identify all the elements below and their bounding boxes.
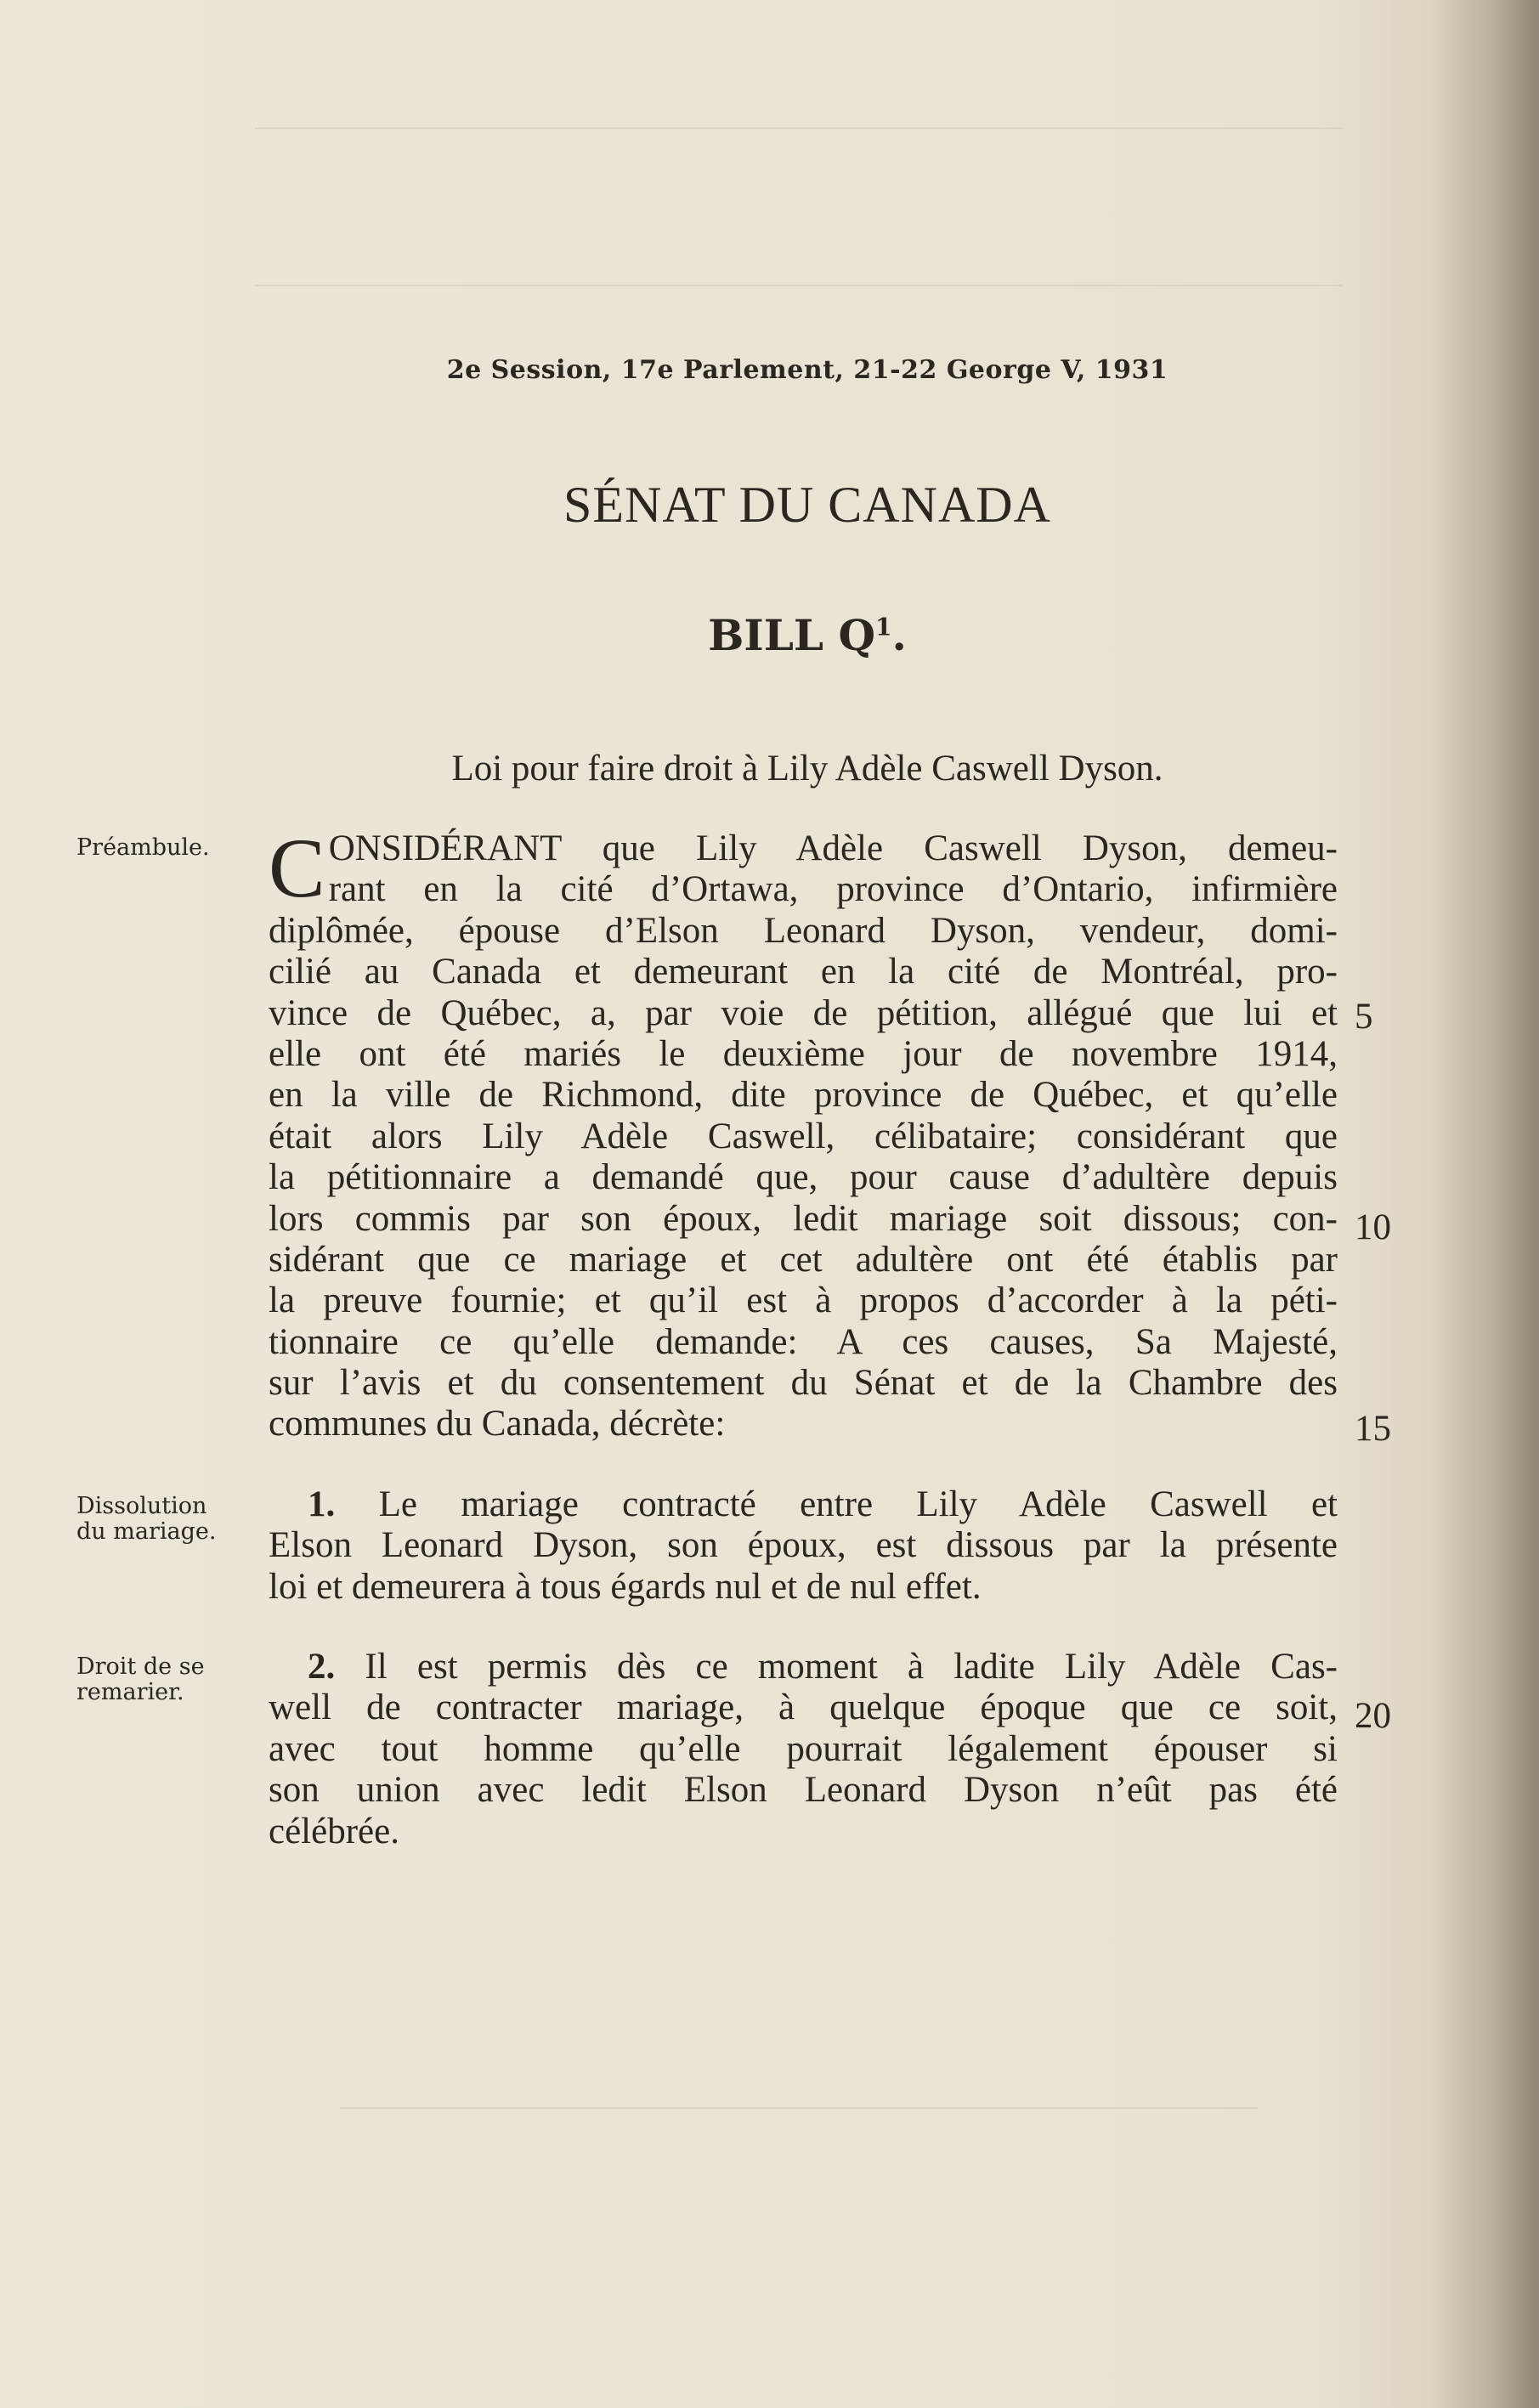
line-number-5: 5 <box>1355 997 1373 1037</box>
bill-title <box>255 610 1360 660</box>
article-2-line: avec tout homme qu’elle pourrait légalement épouser si <box>269 1728 1338 1769</box>
preamble-line: cilié au Canada et demeurant en la cité de Montréal, pro- <box>269 952 1338 992</box>
margin-note-remarry-line-2: remarier. <box>76 1679 184 1705</box>
bill-label: BILL Q <box>708 610 876 660</box>
bill-period: . <box>891 610 907 660</box>
margin-note-dissolution <box>76 1494 238 1545</box>
article-2 <box>269 1647 1338 1852</box>
preamble-line: communes du Canada, décrète: <box>269 1404 726 1444</box>
line-number-20: 20 <box>1355 1696 1391 1736</box>
preamble-line: était alors Lily Adèle Caswell, célibataire; considérant que <box>269 1116 1338 1156</box>
preamble-line: sur l’avis et du consentement du Sénat et de la Chambre des <box>269 1363 1338 1404</box>
preamble-line: tionnaire ce qu’elle demande: A ces causes, Sa Majesté, <box>269 1321 1338 1362</box>
preamble-dropcap: C <box>269 821 325 915</box>
article-2-line-text: Il est permis dès ce moment à ladite Lily Adèle Cas- <box>365 1647 1338 1687</box>
line-number-10: 10 <box>1355 1207 1391 1247</box>
preamble-line: elle ont été mariés le deuxième jour de novembre 1914, <box>269 1033 1338 1074</box>
margin-note-remarry-line-1: Droit de se <box>76 1653 205 1680</box>
preamble-line: vince de Québec, a, par voie de pétition, allégué que lui et <box>269 992 1338 1033</box>
article-1-line-text: Le mariage contracté entre Lily Adèle Caswell et <box>378 1484 1338 1524</box>
preamble-line: sidérant que ce mariage et cet adultère ont été établis par <box>269 1239 1338 1280</box>
margin-note-dissolution-line-2: du mariage. <box>76 1518 217 1545</box>
bill-subtitle: Loi pour faire droit à Lily Adèle Caswell Dyson. <box>451 749 1163 789</box>
bleed-rule-mid <box>255 285 1343 286</box>
preamble-paragraph <box>269 821 1338 1445</box>
bleed-rule-bottom <box>340 2107 1258 2109</box>
article-2-line: son union avec ledit Elson Leonard Dyson n’eût pas été <box>269 1770 1338 1811</box>
session-header: 2e Session, 17e Parlement, 21-22 George V, 1931 <box>446 355 1168 385</box>
bill-superscript: 1 <box>875 613 892 642</box>
preamble-line: diplômée, épouse d’Elson Leonard Dyson, vendeur, domi- <box>269 910 1338 951</box>
article-2-number: 2. <box>308 1647 336 1687</box>
article-2-line: well de contracter mariage, à quelque époque que ce soit, <box>269 1687 1338 1728</box>
article-2-line: célébrée. <box>269 1811 399 1851</box>
preamble-line: rant en la cité d’Ortawa, province d’Ontario, infirmière <box>328 869 1338 910</box>
preamble-line: la pétitionnaire a demandé que, pour cause d’adultère depuis <box>269 1157 1338 1198</box>
margin-note-preamble <box>76 835 238 861</box>
article-1-line: Elson Leonard Dyson, son époux, est dissous par la présente <box>269 1525 1338 1566</box>
article-2-line <box>269 1647 1338 1687</box>
margin-note-remarry <box>76 1654 238 1705</box>
article-1-line <box>269 1484 1338 1525</box>
preamble-line: ONSIDÉRANT que Lily Adèle Caswell Dyson, demeu- <box>328 828 1338 868</box>
article-1-line: loi et demeurera à tous égards nul et de nul effet. <box>269 1566 982 1607</box>
margin-note-dissolution-line-1: Dissolution <box>76 1493 207 1519</box>
line-number-15: 15 <box>1355 1409 1391 1449</box>
preamble-line: lors commis par son époux, ledit mariage soit dissous; con- <box>269 1198 1338 1239</box>
preamble-line: en la ville de Richmond, dite province de Québec, et qu’elle <box>269 1075 1338 1116</box>
bleed-rule-top <box>255 127 1343 129</box>
chamber-title: SÉNAT DU CANADA <box>563 477 1051 533</box>
margin-note-preamble-text: Préambule. <box>76 834 210 861</box>
article-1 <box>269 1484 1338 1608</box>
preamble-line: la preuve fournie; et qu’il est à propos d’accorder à la péti- <box>269 1280 1338 1321</box>
article-1-number: 1. <box>308 1484 336 1524</box>
